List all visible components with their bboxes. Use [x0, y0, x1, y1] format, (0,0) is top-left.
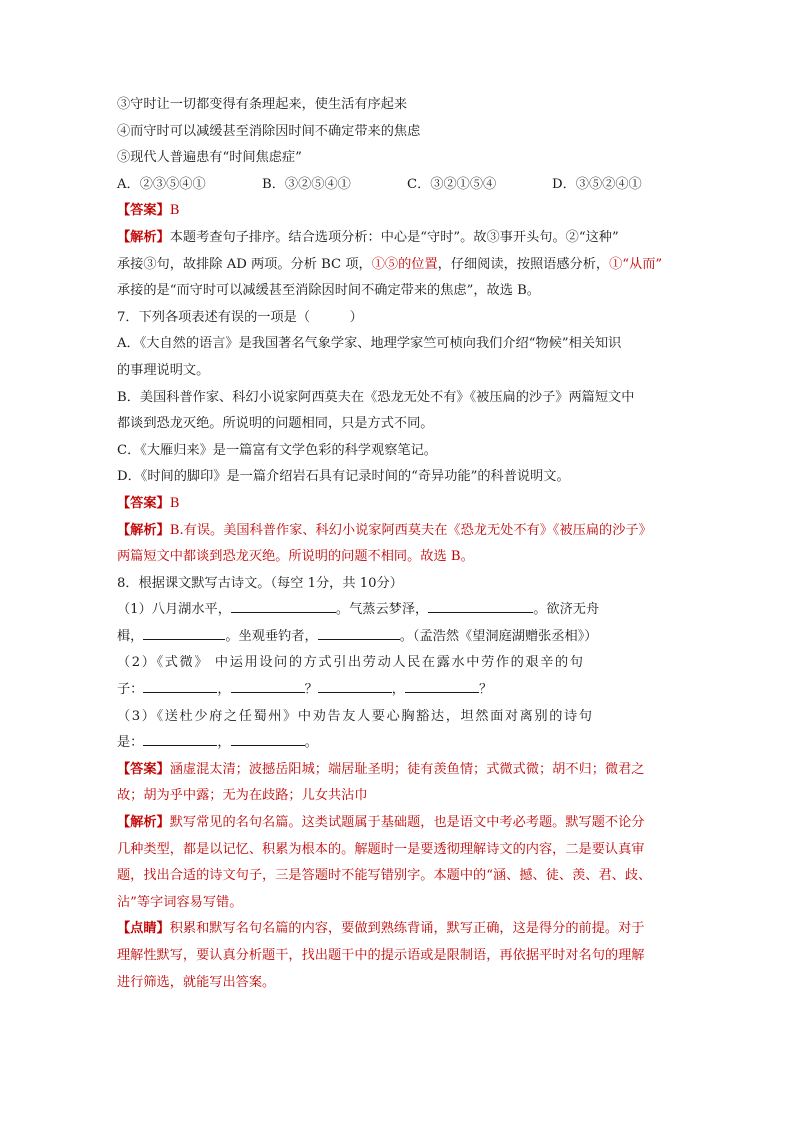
q8-answer-line-2: 故；胡为乎中露；无为在歧路；儿女共沾巾 [117, 788, 368, 804]
q8-text: ， [391, 682, 405, 698]
q7-option-b-line-1: B．美国科普作家、科幻小说家阿西莫夫在《恐龙无处不有》《被压扁的沙子》两篇短文中 [117, 389, 635, 405]
blank-field[interactable] [318, 625, 400, 640]
q8-analysis-line-4: 沾”等字词容易写错。 [117, 894, 243, 910]
q6-analysis-line-3: 承接的是“而守时可以减缓甚至消除因时间不确定带来的焦虑”，故选 B。 [117, 283, 540, 299]
answer-text: 涵虚混太清；波撼岳阳城；端居耻圣明；徒有羡鱼情；式微式微；胡不归；微君之 [169, 761, 645, 777]
q8-part-3-line-1: （3）《送杜少府之任蜀州》中劝告友人要心胸豁达，坦然面对离别的诗句 [117, 708, 594, 724]
q6-item-3: ③守时让一切都变得有条理起来，使生活有序起来 [117, 97, 408, 112]
analysis-highlight: ①“从而” [609, 256, 663, 272]
blank-field[interactable] [231, 731, 305, 746]
analysis-tag: 【解析】 [117, 522, 170, 538]
q7-answer [117, 491, 687, 518]
q6-answer [117, 198, 687, 225]
q6-analysis-line-1 [117, 225, 687, 252]
q6-item-5: ⑤现代人普遍患有“时间焦虑症” [117, 150, 302, 166]
analysis-tag: 【解析】 [117, 815, 170, 831]
q7-stem: 7．下列各项表述有误的一项是（ ） [117, 309, 363, 325]
q7-option-b-line-2: 都谈到恐龙灭绝。所说明的问题相同，只是方式不同。 [117, 416, 434, 432]
q8-text: ， [217, 682, 231, 698]
analysis-text: ，仔细阅读，按照语感分析， [437, 256, 610, 272]
q8-text: 是： [117, 735, 144, 751]
answer-tag: 【答案】 [117, 761, 170, 777]
blank-field[interactable] [143, 625, 225, 640]
q8-text: 。（孟浩然《望洞庭湖赠张丞相》） [399, 628, 598, 644]
blank-field[interactable] [231, 598, 336, 613]
q8-tip-line-2: 理解性默写，要认真分析题干，找出题干中的提示语或是限制语，再依据平时对名句的理解 [117, 948, 645, 963]
answer-tag: 【答案】 [117, 495, 170, 511]
blank-field[interactable] [231, 678, 305, 693]
q8-text: （1）八月湖水平， [117, 602, 231, 618]
analysis-highlight: ①⑤的位置 [371, 256, 438, 272]
q8-stem: 8．根据课文默写古诗文。（每空 1分，共 10分） [117, 575, 403, 591]
document-page [117, 92, 687, 996]
q8-text: 。坐观垂钓者， [225, 628, 318, 644]
q8-text: 子： [117, 682, 144, 698]
q6-analysis-line-2 [117, 252, 687, 279]
q8-analysis-line-1 [117, 810, 687, 837]
q8-text: ？ [478, 682, 493, 698]
q8-analysis-line-2: 几种类型，都是以记忆、积累为根本的。解题时一是要透彻理解诗文的内容，二是要认真审 [117, 841, 645, 857]
answer-tag: 【答案】 [117, 203, 170, 219]
q6-option-a: A．②③⑤④① [117, 176, 206, 192]
analysis-text: 承接③句，故排除 AD 两项。分析 BC 项， [117, 256, 372, 272]
q8-part-1-line-1 [117, 597, 687, 624]
analysis-text: 本题考查句子排序。结合选项分析：中心是“守时”。故③事开头句。②“这种” [169, 229, 619, 245]
analysis-text: B.有误。美国科普作家、科幻小说家阿西莫夫在《恐龙无处不有》《被压扁的沙子》 [169, 522, 652, 538]
tip-tag: 【点睛】 [117, 921, 170, 937]
analysis-text: 默写常见的名句名篇。这类试题属于基础题，也是语文中考必考题。默写题不论分 [169, 815, 645, 831]
q7-analysis-line-2: 两篇短文中都谈到恐龙灭绝。所说明的问题不相同。故选 B。 [117, 549, 474, 565]
blank-field[interactable] [428, 598, 533, 613]
q6-option-b: B．③②⑤④① [262, 176, 351, 192]
q7-option-d: D．《时间的脚印》是一篇介绍岩石具有记录时间的“奇异功能”的科普说明文。 [117, 469, 570, 485]
q6-options [117, 172, 687, 199]
q8-text: 。欲济无舟 [533, 602, 600, 618]
q8-text: 。气蒸云梦泽， [335, 602, 429, 618]
blank-field[interactable] [143, 731, 217, 746]
q7-option-c: C．《大雁归来》是一篇富有文学色彩的科学观察笔记。 [117, 442, 437, 458]
q6-option-c: C．③②①⑤④ [407, 176, 497, 192]
tip-text: 积累和默写名句名篇的内容，要做到熟练背诵，默写正确，这是得分的前提。对于 [169, 921, 645, 937]
q8-tip-line-1 [117, 916, 687, 943]
answer-value: B [169, 495, 180, 511]
q6-option-d: D．③⑤②④① [552, 176, 642, 192]
answer-value: B [169, 203, 180, 219]
q6-item-4: ④而守时可以减缓甚至消除因时间不确定带来的焦虑 [117, 123, 421, 139]
q7-analysis-line-1 [117, 518, 687, 545]
q8-part-2-line-2 [117, 677, 687, 704]
analysis-tag: 【解析】 [117, 229, 170, 245]
q8-part-3-line-2 [117, 730, 687, 757]
q8-analysis-line-3: 题，找出合适的诗文句子，三是答题时不能写错别字。本题中的“涵、撼、徒、羡、君、歧、 [117, 868, 652, 884]
q8-text: ？ [304, 682, 318, 698]
q8-part-2-line-1: （2）《式微》 中运用设问的方式引出劳动人民在露水中劳作的艰辛的句 [117, 655, 585, 671]
q7-option-a-line-2: 的事理说明文。 [117, 362, 210, 378]
q7-option-a-line-1: A．《大自然的语言》是我国著名气象学家、地理学家竺可桢向我们介绍“物候”相关知识 [117, 336, 622, 352]
q8-answer-line-1 [117, 757, 687, 784]
q8-tip-line-3: 进行筛选，就能写出答案。 [117, 974, 276, 990]
blank-field[interactable] [405, 678, 479, 693]
blank-field[interactable] [318, 678, 392, 693]
q8-text: 楫， [117, 628, 144, 644]
q8-part-1-line-2 [117, 624, 687, 651]
q8-text: 。 [304, 735, 318, 751]
blank-field[interactable] [143, 678, 217, 693]
q8-text: ， [217, 735, 231, 751]
